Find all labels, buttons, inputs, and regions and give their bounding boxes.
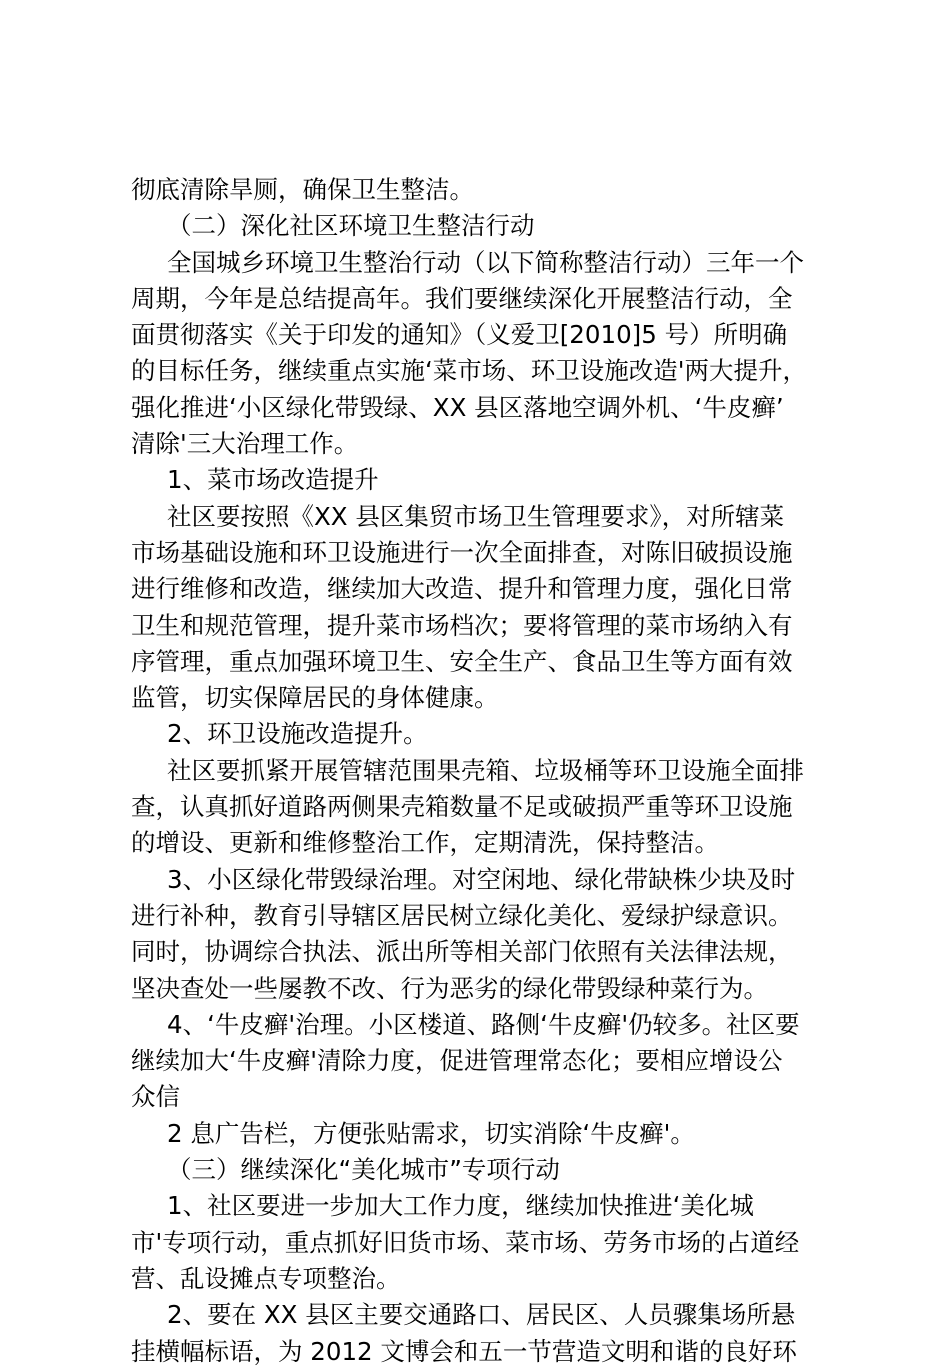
text-line: 市场基础设施和环卫设施进行一次全面排查，对陈旧破损设施 bbox=[131, 537, 793, 567]
text-line: 周期，今年是总结提高年。我们要继续深化开展整洁行动，全 bbox=[131, 283, 793, 313]
text-line: 全国城乡环境卫生整治行动（以下简称整洁行动）三年一个 bbox=[167, 247, 804, 277]
text-line: （二）深化社区环境卫生整洁行动 bbox=[167, 211, 535, 241]
text-line: 社区要按照《XX 县区集贸市场卫生管理要求》，对所辖菜 bbox=[167, 501, 785, 531]
text-line: （三）继续深化“美化城市”专项行动 bbox=[167, 1155, 560, 1185]
text-line: 进行补种，教育引导辖区居民树立绿化美化、爱绿护绿意识。 bbox=[131, 900, 793, 930]
text-line: 清除'三大治理工作。 bbox=[131, 429, 359, 459]
document-body bbox=[131, 172, 831, 1370]
text-line: 4、‘牛皮癣'治理。小区楼道、路侧‘牛皮癣'仍较多。社区要 bbox=[167, 1009, 800, 1039]
text-line: 监管，切实保障居民的身体健康。 bbox=[131, 683, 499, 713]
text-line: 挂横幅标语，为 2012 文博会和五一节营造文明和谐的良好环 bbox=[131, 1336, 797, 1366]
text-line: 同时，协调综合执法、派出所等相关部门依照有关法律法规， bbox=[131, 937, 793, 967]
text-line: 1、社区要进一步加大工作力度，继续加快推进‘美化城 bbox=[167, 1191, 754, 1221]
text-line: 彻底清除旱厕，确保卫生整洁。 bbox=[131, 175, 474, 204]
text-line: 社区要抓紧开展管辖范围果壳箱、垃圾桶等环卫设施全面排 bbox=[167, 755, 804, 785]
text-line: 继续加大‘牛皮癣'清除力度，促进管理常态化；要相应增设公 bbox=[131, 1046, 783, 1076]
text-line: 强化推进‘小区绿化带毁绿、XX 县区落地空调外机、‘牛皮癣’ bbox=[131, 392, 784, 422]
text-line: 市'专项行动，重点抓好旧货市场、菜市场、劳务市场的占道经 bbox=[131, 1227, 800, 1257]
text-line: 的增设、更新和维修整治工作，定期清洗，保持整洁。 bbox=[131, 828, 719, 858]
text-line: 的目标任务，继续重点实施‘菜市场、环卫设施改造'两大提升， bbox=[131, 356, 808, 386]
text-line: 面贯彻落实《关于印发的通知》（义爱卫[2010]5 号）所明确 bbox=[131, 320, 788, 350]
text-line: 2 息广告栏，方便张贴需求，切实消除‘牛皮癣'。 bbox=[167, 1118, 695, 1148]
text-line: 众信 bbox=[131, 1082, 180, 1112]
text-line: 坚决查处一些屡教不改、行为恶劣的绿化带毁绿种菜行为。 bbox=[131, 973, 768, 1003]
text-line: 卫生和规范管理，提升菜市场档次；要将管理的菜市场纳入有 bbox=[131, 610, 793, 640]
text-line: 1、菜市场改造提升 bbox=[167, 465, 379, 495]
text-line: 2、要在 XX 县区主要交通路口、居民区、人员骤集场所悬 bbox=[167, 1300, 796, 1330]
text-line: 2、环卫设施改造提升。 bbox=[167, 719, 428, 749]
text-line: 查，认真抓好道路两侧果壳箱数量不足或破损严重等环卫设施 bbox=[131, 792, 793, 822]
text-line: 序管理，重点加强环境卫生、安全生产、食品卫生等方面有效 bbox=[131, 646, 793, 676]
text-line: 进行维修和改造，继续加大改造、提升和管理力度，强化日常 bbox=[131, 574, 793, 604]
text-line: 营、乱设摊点专项整治。 bbox=[131, 1263, 401, 1293]
text-line: 3、小区绿化带毁绿治理。对空闲地、绿化带缺株少块及时 bbox=[167, 864, 796, 894]
